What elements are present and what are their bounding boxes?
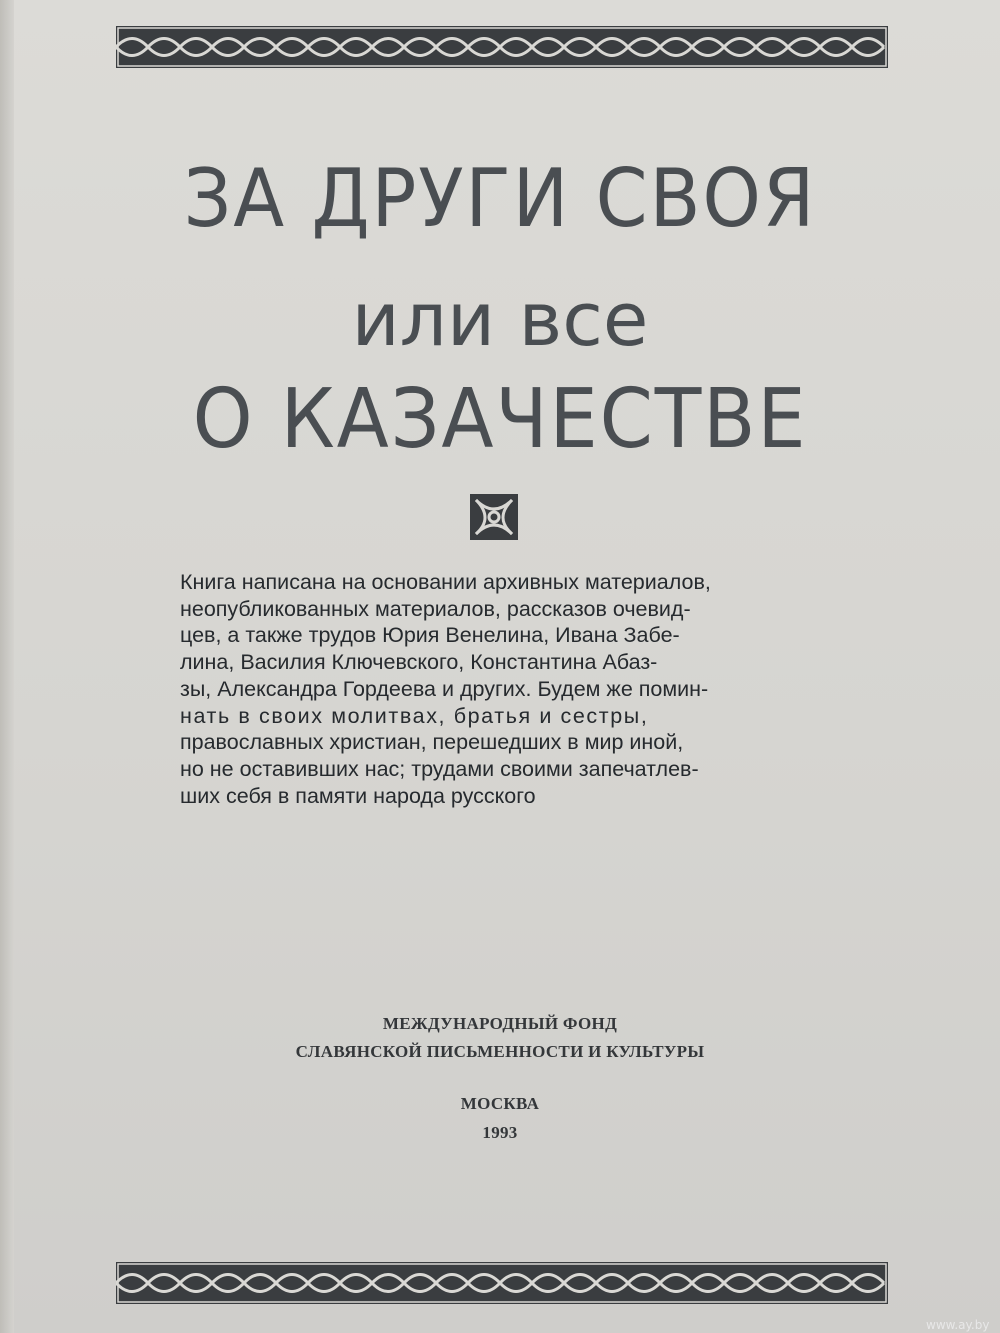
title-line-2: или все: [351, 277, 649, 363]
publisher-line-1: МЕЖДУНАРОДНЫЙ ФОНД: [382, 1014, 618, 1033]
braided-border-bottom-icon: [116, 1262, 888, 1304]
description-line: ших себя в памяти народа русского: [180, 783, 536, 808]
book-description: [180, 569, 812, 809]
publication-city: МОСКВА: [460, 1094, 540, 1113]
description-line: православных христиан, перешедших в мир иной,: [180, 730, 684, 755]
description-line: нать в своих молитвах, братья и сестры,: [180, 703, 649, 728]
publisher-line-2: СЛАВЯНСКОЙ ПИСЬМЕННОСТИ И КУЛЬТУРЫ: [295, 1042, 705, 1061]
description-line: цев, а также трудов Юрия Венелина, Ивана Забе-: [180, 623, 680, 648]
braided-border-top-icon: [116, 26, 888, 68]
knot-ornament-icon: [470, 494, 518, 540]
watermark: www.ay.by: [926, 1318, 990, 1332]
description-line: неопубликованных материалов, рассказов очевид-: [180, 596, 691, 621]
description-line: но не оставивших нас; трудами своими запечатлев-: [180, 756, 699, 781]
title-line-3: О КАЗАЧЕСТВЕ: [192, 372, 808, 467]
description-line: лина, Василия Ключевского, Константина Абаз-: [180, 650, 658, 675]
description-line: Книга написана на основании архивных материалов,: [180, 570, 711, 594]
publication-year: 1993: [482, 1123, 518, 1142]
description-line: зы, Александра Гордеева и других. Будем же помин-: [180, 676, 709, 701]
title-line-1: ЗА ДРУГИ СВОЯ: [183, 152, 817, 245]
